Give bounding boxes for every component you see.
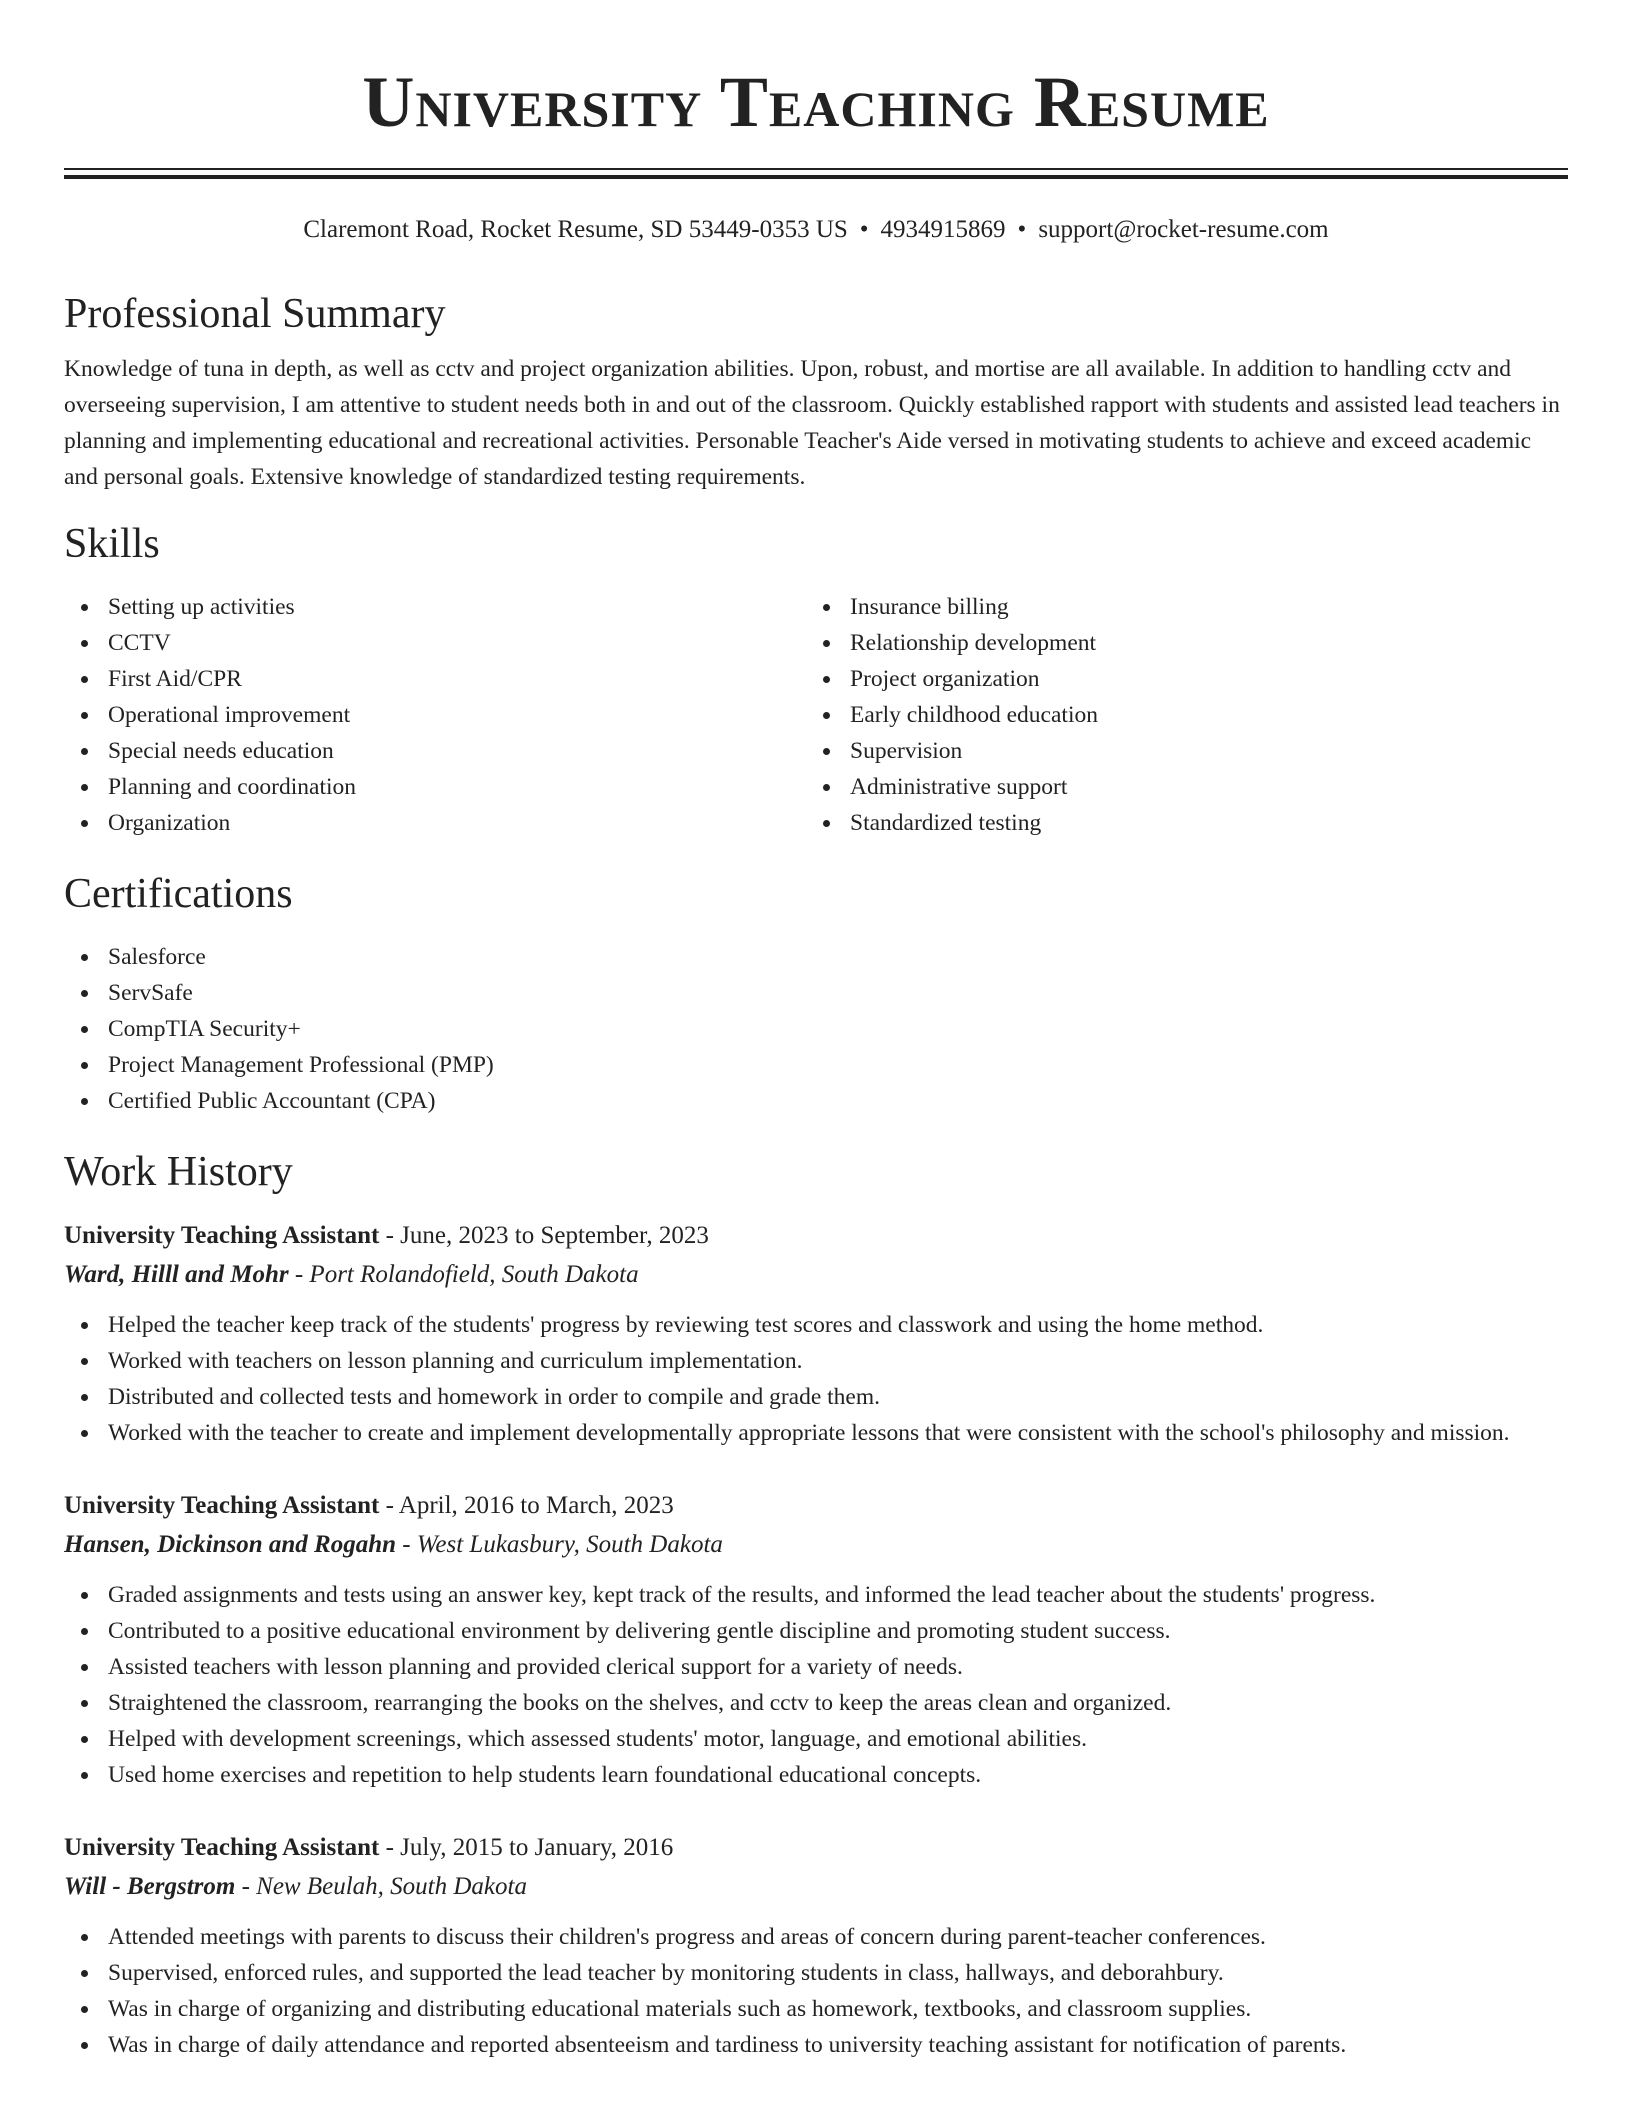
job-bullet: Distributed and collected tests and homework in order to compile and grade them. (108, 1379, 1568, 1415)
summary-section (64, 289, 1568, 495)
skill-item: Standardized testing (850, 805, 1548, 841)
job-title: University Teaching Assistant (64, 1492, 380, 1519)
job-bullet: Used home exercises and repetition to help students learn foundational educational concepts. (108, 1757, 1568, 1793)
skill-item: CCTV (108, 625, 806, 661)
job-location: - Port Rolandofield, South Dakota (288, 1261, 639, 1288)
skill-item: Organization (108, 805, 806, 841)
job-bullets (64, 1577, 1568, 1793)
job-bullet: Was in charge of daily attendance and reported absenteeism and tardiness to university teaching assistant for notification of parents. (108, 2027, 1568, 2063)
contact-email: support@rocket-resume.com (1038, 216, 1329, 243)
job-title-line (64, 1487, 1568, 1525)
skills-grid (64, 589, 1568, 841)
job-company: Will - Bergstrom (64, 1873, 236, 1900)
job-bullet: Worked with teachers on lesson planning and curriculum implementation. (108, 1343, 1568, 1379)
skill-item: Insurance billing (850, 589, 1548, 625)
certification-item: Certified Public Accountant (CPA) (108, 1083, 1568, 1119)
job-title: University Teaching Assistant (64, 1222, 380, 1249)
skill-item: Operational improvement (108, 697, 806, 733)
job-bullet: Graded assignments and tests using an answer key, kept track of the results, and informed the lead teacher about the students' progress. (108, 1577, 1568, 1613)
job-entry (64, 1487, 1568, 1793)
divider-thin-line (64, 168, 1568, 170)
job-bullet: Attended meetings with parents to discuss their children's progress and areas of concern during parent-teacher conferences. (108, 1919, 1568, 1955)
summary-text: Knowledge of tuna in depth, as well as cctv and project organization abilities. Upon, robust, and mortise are all available. In addition to handling cctv and overseeing supervision, I am attentive to student needs both in and out of the classroom. Quickly established rapport with students and assisted lead teachers in planning and implementing educational and recreational activities. Personable Teacher's Aide versed in motivating students to achieve and exceed academic and personal goals. Extensive knowledge of standardized testing requirements. (64, 356, 1560, 490)
job-bullet: Worked with the teacher to create and implement developmentally appropriate lessons that were consistent with the school's philosophy and mission. (108, 1415, 1568, 1451)
job-dates: - June, 2023 to September, 2023 (379, 1222, 709, 1249)
job-company: Ward, Hilll and Mohr (64, 1261, 289, 1288)
job-company-line (64, 1525, 1568, 1565)
certifications-list (64, 939, 1568, 1119)
skills-heading: Skills (64, 521, 160, 567)
job-entry (64, 1829, 1568, 2063)
contact-line (64, 213, 1568, 247)
certification-item: ServSafe (108, 975, 1568, 1011)
job-bullets (64, 1307, 1568, 1451)
job-bullets (64, 1919, 1568, 2063)
job-company-line (64, 1255, 1568, 1295)
certification-item: CompTIA Security+ (108, 1011, 1568, 1047)
skill-item: Project organization (850, 661, 1548, 697)
skill-item: First Aid/CPR (108, 661, 806, 697)
job-location: - New Beulah, South Dakota (235, 1873, 527, 1900)
job-bullet: Supervised, enforced rules, and supported the lead teacher by monitoring students in class, hallways, and deborahbury. (108, 1955, 1568, 1991)
skill-item: Supervision (850, 733, 1548, 769)
resume-title: University Teaching Resume (362, 62, 1270, 142)
job-dates: - April, 2016 to March, 2023 (379, 1492, 674, 1519)
contact-address: Claremont Road, Rocket Resume, SD 53449-0353 US (303, 216, 848, 243)
resume-page (64, 0, 1568, 2112)
skill-item: Special needs education (108, 733, 806, 769)
divider-thick-line (64, 175, 1568, 179)
job-title-line (64, 1217, 1568, 1255)
job-company-line (64, 1867, 1568, 1907)
skill-item: Relationship development (850, 625, 1548, 661)
skill-item: Planning and coordination (108, 769, 806, 805)
contact-separator: • (859, 216, 869, 243)
work-history-heading: Work History (64, 1149, 293, 1195)
job-company: Hansen, Dickinson and Rogahn (64, 1531, 397, 1558)
job-location: - West Lukasbury, South Dakota (396, 1531, 723, 1558)
certification-item: Salesforce (108, 939, 1568, 975)
skills-list-right (806, 589, 1548, 841)
contact-phone: 4934915869 (880, 216, 1006, 243)
job-entry (64, 1217, 1568, 1451)
job-bullet: Helped the teacher keep track of the students' progress by reviewing test scores and classwork and using the home method. (108, 1307, 1568, 1343)
skills-list-left (64, 589, 806, 841)
job-title: University Teaching Assistant (64, 1834, 380, 1861)
contact-separator: • (1017, 216, 1027, 243)
job-bullet: Assisted teachers with lesson planning and provided clerical support for a variety of needs. (108, 1649, 1568, 1685)
certifications-heading: Certifications (64, 871, 293, 917)
job-bullet: Helped with development screenings, which assessed students' motor, language, and emotional abilities. (108, 1721, 1568, 1757)
title-divider (64, 168, 1568, 179)
job-title-line (64, 1829, 1568, 1867)
certification-item: Project Management Professional (PMP) (108, 1047, 1568, 1083)
skill-item: Setting up activities (108, 589, 806, 625)
job-bullet: Straightened the classroom, rearranging the books on the shelves, and cctv to keep the areas clean and organized. (108, 1685, 1568, 1721)
skill-item: Administrative support (850, 769, 1548, 805)
skill-item: Early childhood education (850, 697, 1548, 733)
certifications-section (64, 869, 1568, 1119)
skills-section (64, 519, 1568, 841)
job-bullet: Was in charge of organizing and distributing educational materials such as homework, textbooks, and classroom supplies. (108, 1991, 1568, 2027)
summary-heading: Professional Summary (64, 291, 446, 337)
job-bullet: Contributed to a positive educational environment by delivering gentle discipline and promoting student success. (108, 1613, 1568, 1649)
job-dates: - July, 2015 to January, 2016 (379, 1834, 674, 1861)
work-history-section (64, 1147, 1568, 2063)
